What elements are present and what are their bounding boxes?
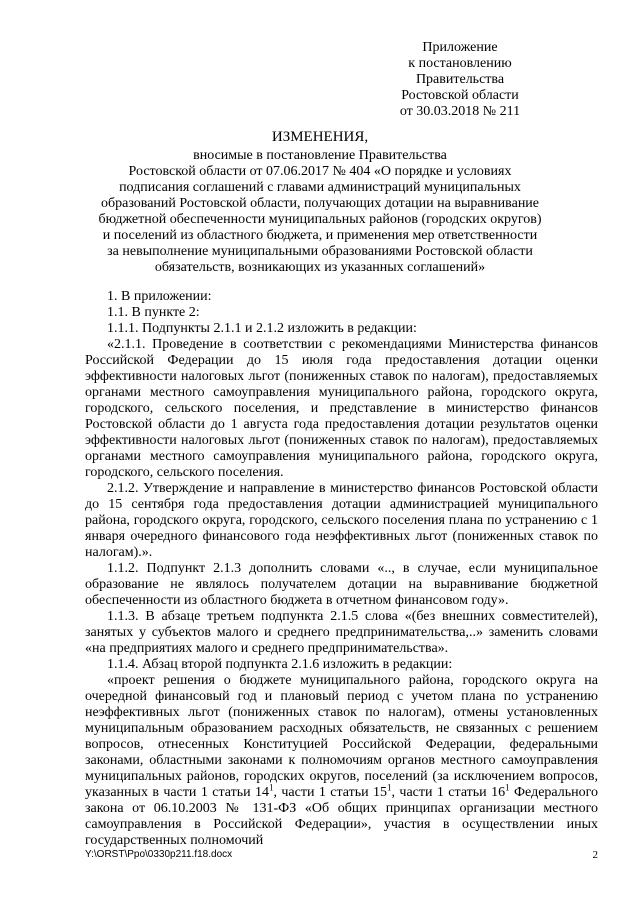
text-run: Федерального закона от 06.10.2003 № 131-ФЗ «Об общих принципах организации местного самоуправления в Российской Федерации», участия в осуществлении иных государственных полномочий [85, 785, 598, 848]
document-title: ИЗМЕНЕНИЯ, [271, 129, 369, 145]
paragraph: 1. В приложении: [107, 289, 212, 304]
document-heading [85, 148, 555, 276]
superscript: 1 [268, 782, 274, 793]
file-path: Y:\ORST\Ppo\0330p211.f18.docx [85, 849, 233, 860]
paragraph: «2.1.1. Проведение в соответствии с рекомендациями Министерства финансов Российской Федерации до 15 июля года предоставления дотации оценки эффективности налоговых льгот (пониженных ставок по налогам), предоставляемых органами местного самоуправления муниципального района, городского округа, городского, сельского поселения, и представление в министерство финансов Ростовской области до 1 августа года предоставления дотации результатов оценки эффективности налоговых льгот (пониженных ставок по налогам), предоставляемых органами местного самоуправления муниципального района, городского округа, городского, сельского поселения. [85, 337, 598, 480]
heading-line: за невыполнение муниципальными образованиями Ростовской области [107, 244, 533, 259]
text-run: , части 1 статьи 15 [273, 785, 388, 800]
paragraph: 1.1.4. Абзац второй подпункта 2.1.6 изложить в редакции: [107, 657, 453, 672]
heading-line: подписания соглашений с главами администраций муниципальных [119, 180, 521, 195]
appendix-line: Ростовской области [401, 88, 519, 103]
appendix-block [370, 40, 550, 120]
heading-line: Ростовской области от 07.06.2017 № 404 «О порядке и условиях [128, 164, 512, 179]
document-body [85, 289, 598, 849]
paragraph: 2.1.2. Утверждение и направление в министерство финансов Ростовской области до 15 сентября года предоставления дотации администрацией муниципального района, городского округа, городского, сельского поселения плана по устранению с 1 января очередного финансового года неэффективных льгот (пониженных ставок по налогам).». [85, 481, 598, 560]
heading-line: вносимые в постановление Правительства [193, 148, 447, 163]
paragraph: 1.1.2. Подпункт 2.1.3 дополнить словами «.., в случае, если муниципальное образование не являлось получателем дотации на выравнивание бюджетной обеспеченности из областного бюджета в отчетном финансовом году». [85, 561, 598, 608]
text-run: «проект решения о бюджете муниципального района, городского округа на очередной финансовый год и плановый период с учетом плана по устранению неэффективных льгот (пониженных ставок по налогам), отмены установленных муниципальным образованием расходных обязательств, не связанных с решением вопросов, отнесенных Конституцией Российской Федерации, федеральными законами, областными законами к полномочиям органов местного самоуправления муниципальных районов, городских округов, поселений (за исключением вопросов, указанных в части 1 статьи 14 [85, 673, 598, 800]
heading-line: бюджетной обеспеченности муниципальных районов (городских округов) [98, 212, 542, 227]
paragraph-with-footnotes [85, 673, 598, 849]
heading-line: и поселений из областного бюджета, и применения мер ответственности [102, 228, 538, 243]
page-number: 2 [592, 849, 598, 861]
appendix-line: от 30.03.2018 № 211 [399, 104, 521, 119]
text-run: , части 1 статьи 16 [391, 785, 506, 800]
paragraph: 1.1. В пункте 2: [107, 305, 200, 320]
superscript: 1 [387, 782, 392, 793]
appendix-line: Правительства [415, 72, 505, 87]
heading-line: обязательств, возникающих из указанных соглашений» [154, 260, 486, 275]
appendix-line: Приложение [422, 40, 498, 55]
appendix-line: к постановлению [408, 56, 512, 71]
superscript: 1 [505, 782, 510, 793]
paragraph: 1.1.3. В абзаце третьем подпункта 2.1.5 слова «(без внешних совместителей), занятых у субъектов малого и среднего предпринимательства,..» заменить словами «на предприятиях малого и среднего предпринимательства». [85, 609, 598, 656]
heading-line: образований Ростовской области, получающих дотации на выравнивание [100, 196, 540, 211]
paragraph: 1.1.1. Подпункты 2.1.1 и 2.1.2 изложить в редакции: [107, 321, 417, 336]
